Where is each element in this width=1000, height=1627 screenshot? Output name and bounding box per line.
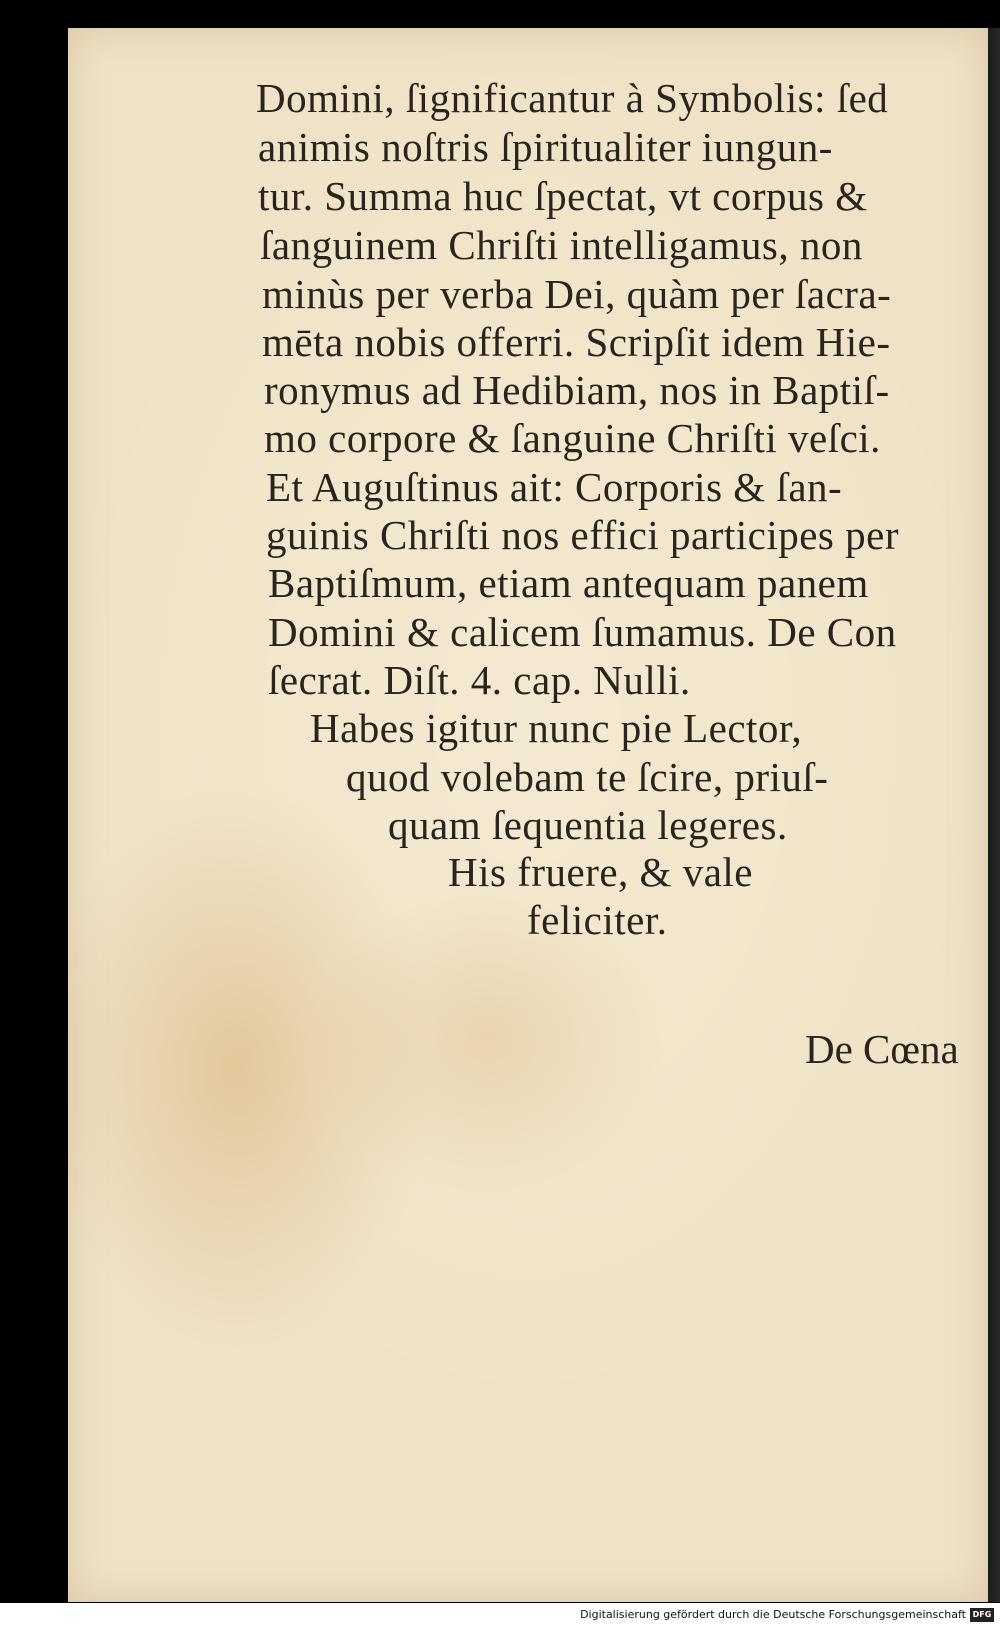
page-edge-shadow — [988, 28, 1000, 1602]
closing-line-2: quod volebam te ſcire, priuſ- — [346, 754, 829, 800]
footer-bar — [0, 1603, 1000, 1627]
text-line-6: mēta nobis offerri. Scripſit idem Hie- — [262, 319, 891, 365]
text-line-13: ſecrat. Diſt. 4. cap. Nulli. — [268, 657, 691, 703]
text-line-11: Baptiſmum, etiam antequam panem — [268, 560, 869, 606]
text-line-5: minùs per verba Dei, quàm per ſacra- — [262, 271, 892, 317]
funding-credit: Digitalisierung gefördert durch die Deutsche Forschungsgemeinschaft — [580, 1608, 966, 1621]
text-line-4: ſanguinem Chriſti intelligamus, non — [260, 222, 863, 268]
dfg-logo: DFG — [970, 1608, 994, 1622]
closing-line-3: quam ſequentia legeres. — [388, 802, 788, 848]
closing-line-5: feliciter. — [527, 897, 668, 943]
text-line-1: Domini, ſignificantur à Symbolis: ſed — [256, 75, 889, 121]
text-line-12: Domini & calicem ſumamus. De Con — [268, 609, 897, 655]
text-line-2: animis noſtris ſpiritualiter iungun- — [258, 124, 833, 170]
text-line-3: tur. Summa huc ſpectat, vt corpus & — [258, 173, 868, 219]
text-line-9: Et Auguſtinus ait: Corporis & ſan- — [266, 464, 843, 510]
text-line-8: mo corpore & ſanguine Chriſti veſci. — [264, 415, 881, 461]
closing-line-4: His fruere, & vale — [448, 849, 753, 895]
closing-line-1: Habes igitur nunc pie Lector, — [310, 705, 803, 751]
text-line-10: guinis Chriſti nos effici participes per — [266, 512, 899, 558]
catchword: De Cœna — [805, 1026, 959, 1072]
text-line-7: ronymus ad Hedibiam, nos in Baptiſ- — [264, 367, 890, 413]
